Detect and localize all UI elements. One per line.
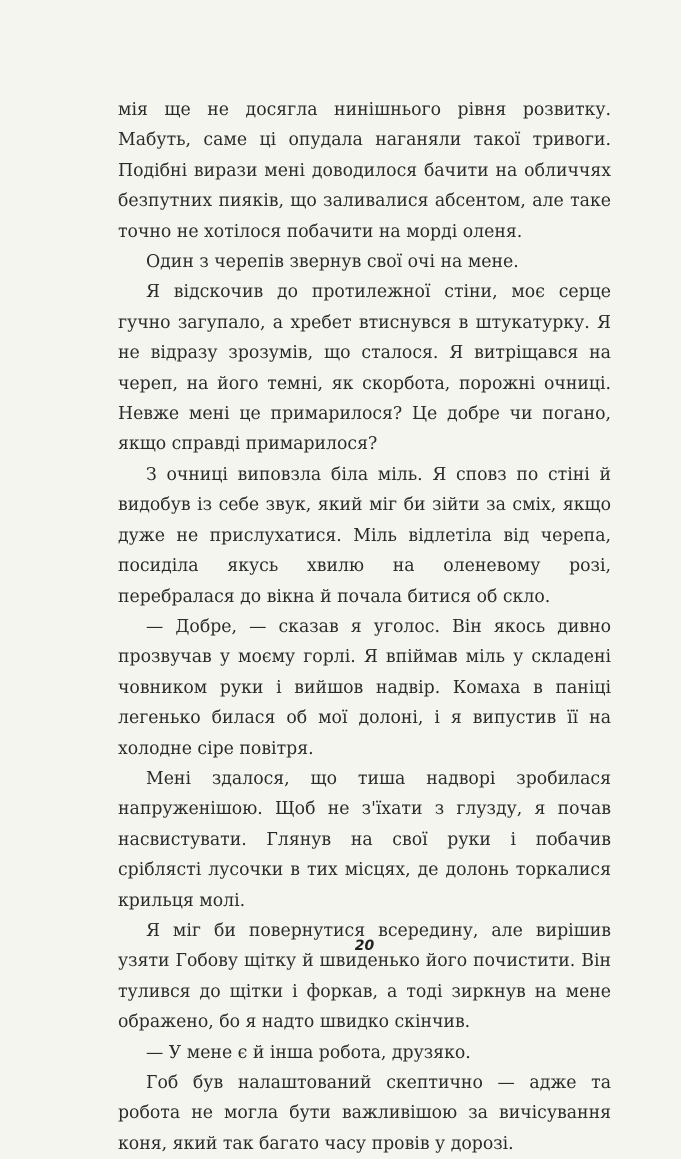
- paragraph: — Добре, — сказав я уголос. Він якось дивно прозвучав у моєму горлі. Я впіймав міль у складені човником руки і вийшов надвір. Комаха в паніці легенько билася об мої долоні, і я випустив її на холодне сіре повітря.: [118, 616, 611, 759]
- paragraph: Я відскочив до протилежної стіни, моє серце гучно загупало, а хребет втиснувся в штукатурку. Я не відразу зрозумів, що сталося. Я витріщався на череп, на його темні, як скорбота, порожні очниці. Невже мені це примарилося? Це добре чи погано, якщо справді примарилося?: [118, 282, 611, 455]
- paragraph: Мені здалося, що тиша надворі зробилася напруженішою. Щоб не з'їхати з глузду, я почав насвистувати. Глянув на свої руки і побачив сріблясті лусочки в тих місцях, де долонь торкалися крильця молі.: [118, 768, 611, 911]
- page-text: [118, 95, 611, 1159]
- paragraph: Гоб був налаштований скептично — адже та робота не могла бути важливішою за вичісування коня, який так багато часу провів у дорозі.: [118, 1073, 611, 1154]
- paragraph: З очниці виповзла біла міль. Я сповз по стіні й видобув із себе звук, який міг би зійти за сміх, якщо дуже не прислухатися. Міль відлетіла від черепа, посиділа якусь хвилю на оленевому розі, перебралася до вікна й почала битися об скло.: [118, 464, 611, 607]
- paragraph: Я міг би повернутися всередину, але вирішив узяти Гобову щітку й швиденько його почистити. Він тулився до щітки і форкав, а тоді зиркнув на мене ображено, бо я надто швидко скінчив.: [118, 920, 611, 1033]
- page-number: 20: [354, 938, 375, 954]
- paragraph: — У мене є й інша робота, друзяко.: [146, 1042, 471, 1063]
- paragraph: Один з черепів звернув свої очі на мене.: [146, 252, 519, 273]
- paragraph: мія ще не досягла нинішнього рівня розвитку. Мабуть, саме ці опудала наганяли такої тривоги. Подібні вирази мені доводилося бачити на обличчях безпутних пияків, що заливалися абсентом, але таке точно не хотілося побачити на морді оленя.: [118, 100, 611, 242]
